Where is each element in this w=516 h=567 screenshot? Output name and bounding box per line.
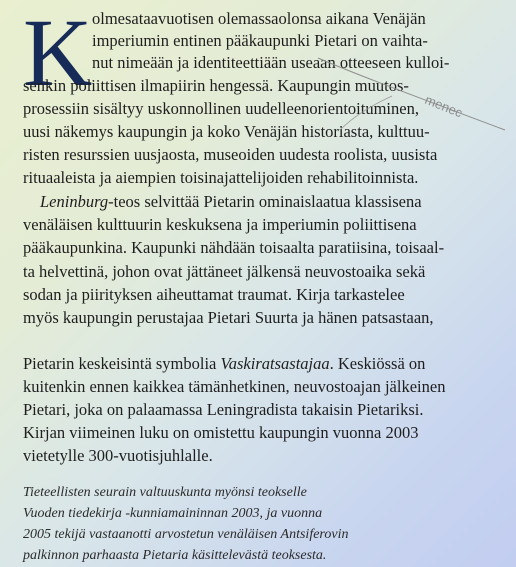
award-note-line: Tieteellisten seurain valtuuskunta myönsi teokselle	[23, 485, 307, 500]
pencil-word: menec	[422, 91, 465, 121]
paragraph-2-line: Kirjan viimeinen luku on omistettu kaupungin vuonna 2003	[23, 423, 419, 442]
paragraph-2-text: -teos selvittää Pietarin ominaislaatua klassisena	[108, 192, 422, 211]
statue-name-vaskiratsastaja: Vaskiratsastajaa	[220, 354, 330, 373]
paragraph-1-line: rituaaleista ja aiempien toisinajattelijoiden rehabilitoinnista.	[23, 168, 419, 187]
paragraph-2-line: vietetylle 300-vuotisjuhlalle.	[23, 446, 213, 465]
award-note-line: Vuoden tiedekirja -kunniamaininnan 2003, ja vuonna	[23, 506, 323, 521]
paragraph-1-line: imperiumin entinen pääkaupunki Pietari on vaihta-	[92, 31, 428, 50]
paragraph-1-line: uusi näkemys kaupungin ja koko Venäjän historiasta, kulttuu-	[23, 122, 430, 141]
paragraph-2-text: . Keskiössä on	[329, 354, 426, 373]
paragraph-1-line: senkin poliittisen ilmapiirin hengessä. Kaupungin muutos-	[23, 76, 409, 95]
paragraph-2-line: venäläisen kulttuurin keskuksena ja imperiumin poliittisena	[23, 215, 417, 234]
paragraph-2-line: sodan ja piirityksen aiheuttamat traumat. Kirja tarkastelee	[23, 285, 405, 304]
award-note-line: palkinnon parhaasta Pietaria käsittelevästä teoksesta.	[23, 548, 327, 563]
drop-cap: K	[23, 0, 93, 106]
paragraph-2-line: Pietari, joka on palaamassa Leningradista takaisin Pietariksi.	[23, 400, 424, 419]
paragraph-2-line: kuitenkin ennen kaikkea tämänhetkinen, neuvostoajan jälkeinen	[23, 377, 446, 396]
paragraph-2-line: myös kaupungin perustajaa Pietari Suurta ja hänen patsastaan,	[23, 308, 434, 327]
book-title-leninburg: Leninburg	[40, 192, 109, 211]
paragraph-1-line: olmesataavuotisen olemassaolonsa aikana Venäjän	[92, 9, 426, 28]
paragraph-2-line	[40, 192, 422, 211]
paragraph-1-line: prosessiin sisältyy uskonnollinen uudelleenorientoituminen,	[23, 99, 419, 118]
paragraph-1-line: nut nimeään ja identiteettiään useaan otteeseen kulloi-	[92, 53, 450, 72]
paragraph-1-line: risten resurssien uusjaosta, museoiden uudesta roolista, uusista	[23, 145, 438, 164]
paragraph-2-text: Pietarin keskeisintä symbolia	[23, 354, 221, 373]
paragraph-2-line: pääkaupunkina. Kaupunki nähdään toisaalta paratiisina, toisaal-	[23, 238, 445, 257]
paragraph-2-line: ta helvettinä, johon ovat jättäneet jälkensä neuvostoaika sekä	[23, 262, 426, 281]
paragraph-2-line	[23, 354, 425, 373]
award-note-line: 2005 tekijä vastaanotti arvostetun venäläisen Antsiferovin	[23, 527, 349, 542]
